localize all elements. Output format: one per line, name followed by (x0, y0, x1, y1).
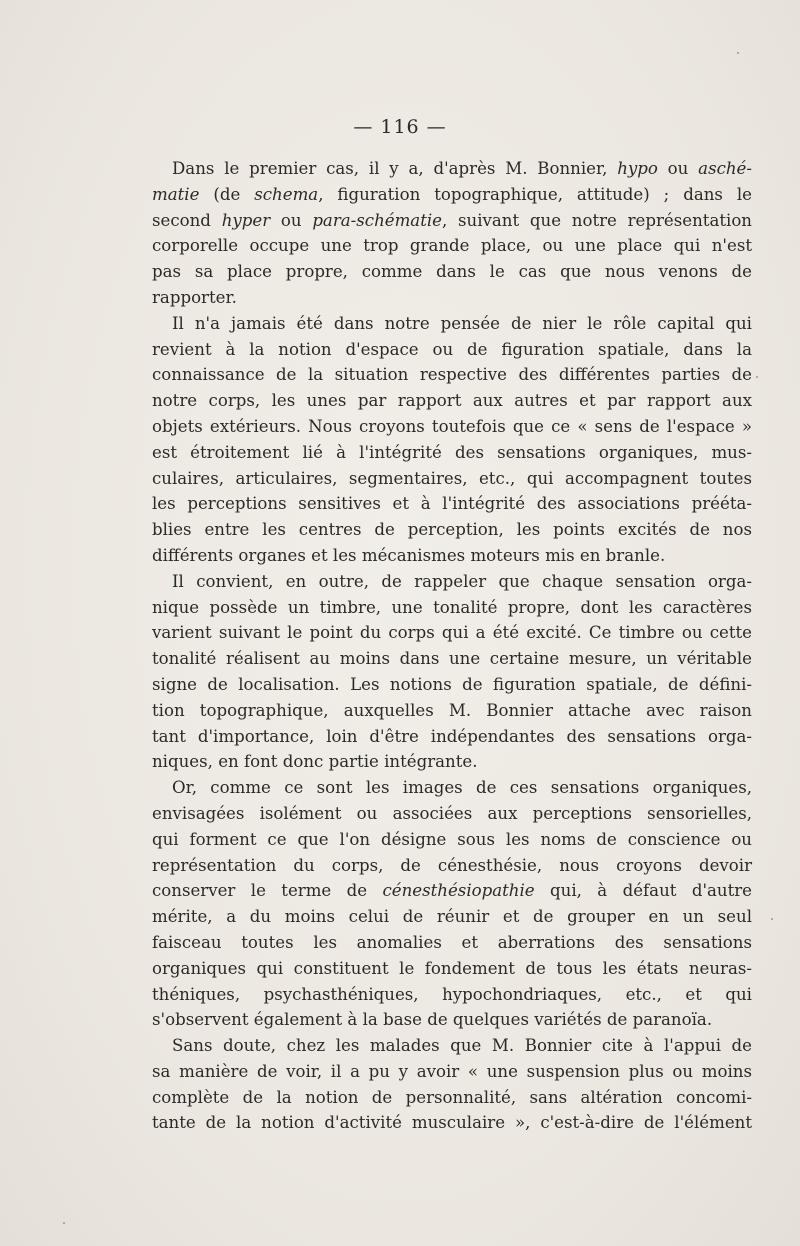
page-number: — 116 — (353, 116, 447, 138)
text-line: tonalité réalisent au moins dans une certaine mesure, un véritable (152, 649, 752, 669)
paper-speck (756, 376, 758, 378)
text-line: second hyper ou para-schématie, suivant que notre représentation (152, 210, 752, 230)
text-line: Dans le premier cas, il y a, d'après M. Bonnier, hypo ou asché- (172, 159, 752, 178)
text-line: nique possède un timbre, une tonalité propre, dont les caractères (152, 597, 752, 617)
text-line: conserver le terme de cénesthésiopathie qui, à défaut d'autre (152, 881, 753, 901)
text-line: varient suivant le point du corps qui a été excité. Ce timbre ou cette (152, 623, 752, 643)
text-line: est étroitement lié à l'intégrité des sensations organiques, mus- (152, 442, 752, 462)
body-text (152, 156, 752, 1136)
paper-speck (63, 1222, 65, 1224)
text-line: tant d'importance, loin d'être indépendantes des sensations orga- (152, 726, 752, 746)
text-line: différents organes et les mécanismes moteurs mis en branle. (152, 545, 666, 565)
text-line: corporelle occupe une trop grande place, ou une place qui n'est (152, 236, 752, 256)
text-line: blies entre les centres de perception, les points excités de nos (152, 520, 752, 540)
text-line: revient à la notion d'espace ou de figuration spatiale, dans la (152, 339, 752, 359)
paragraph (152, 569, 752, 775)
text-line: théniques, psychasthéniques, hypochondriaques, etc., et qui (152, 984, 752, 1004)
paragraph (152, 156, 752, 311)
paragraph (152, 775, 752, 1033)
text-line: complète de la notion de personnalité, sans altération concomi- (152, 1087, 752, 1107)
text-line: culaires, articulaires, segmentaires, etc., qui accompagnent toutes (152, 468, 752, 488)
text-line: mérite, a du moins celui de réunir et de grouper en un seul (152, 907, 752, 927)
text-line: niques, en font donc partie intégrante. (152, 752, 478, 772)
text-line: les perceptions sensitives et à l'intégrité des associations prééta- (152, 494, 752, 514)
text-line: connaissance de la situation respective des différentes parties de (152, 365, 752, 385)
text-line: s'observent également à la base de quelques variétés de paranoïa. (152, 1010, 713, 1030)
paragraph (152, 1033, 752, 1136)
text-line: objets extérieurs. Nous croyons toutefois que ce « sens de l'espace » (152, 416, 752, 436)
text-line: Sans doute, chez les malades que M. Bonnier cite à l'appui de (172, 1036, 752, 1056)
paper-speck (737, 52, 739, 54)
text-line: rapporter. (152, 287, 237, 307)
text-line: signe de localisation. Les notions de figuration spatiale, de défini- (152, 674, 752, 694)
text-line: qui forment ce que l'on désigne sous les noms de conscience ou (152, 829, 752, 849)
text-line: Or, comme ce sont les images de ces sensations organiques, (172, 778, 752, 798)
text-line: pas sa place propre, comme dans le cas que nous venons de (152, 262, 752, 282)
text-line: organiques qui constituent le fondement de tous les états neuras- (152, 958, 752, 978)
text-line: notre corps, les unes par rapport aux autres et par rapport aux (152, 391, 752, 411)
paragraph (152, 311, 752, 569)
text-line: faisceau toutes les anomalies et aberrations des sensations (152, 932, 752, 952)
text-line: tante de la notion d'activité musculaire », c'est-à-dire de l'élément (152, 1113, 752, 1133)
text-line: Il convient, en outre, de rappeler que chaque sensation orga- (172, 571, 752, 591)
text-line: Il n'a jamais été dans notre pensée de nier le rôle capital qui (172, 313, 752, 333)
text-line: envisagées isolément ou associées aux perceptions sensorielles, (152, 803, 752, 823)
text-line: tion topographique, auxquelles M. Bonnier attache avec raison (152, 700, 752, 720)
text-line: représentation du corps, de cénesthésie, nous croyons devoir (152, 855, 752, 875)
text-line: sa manière de voir, il a pu y avoir « une suspension plus ou moins (152, 1061, 752, 1081)
text-line: matie (de schema, figuration topographique, attitude) ; dans le (152, 184, 752, 204)
paper-speck (771, 918, 773, 920)
